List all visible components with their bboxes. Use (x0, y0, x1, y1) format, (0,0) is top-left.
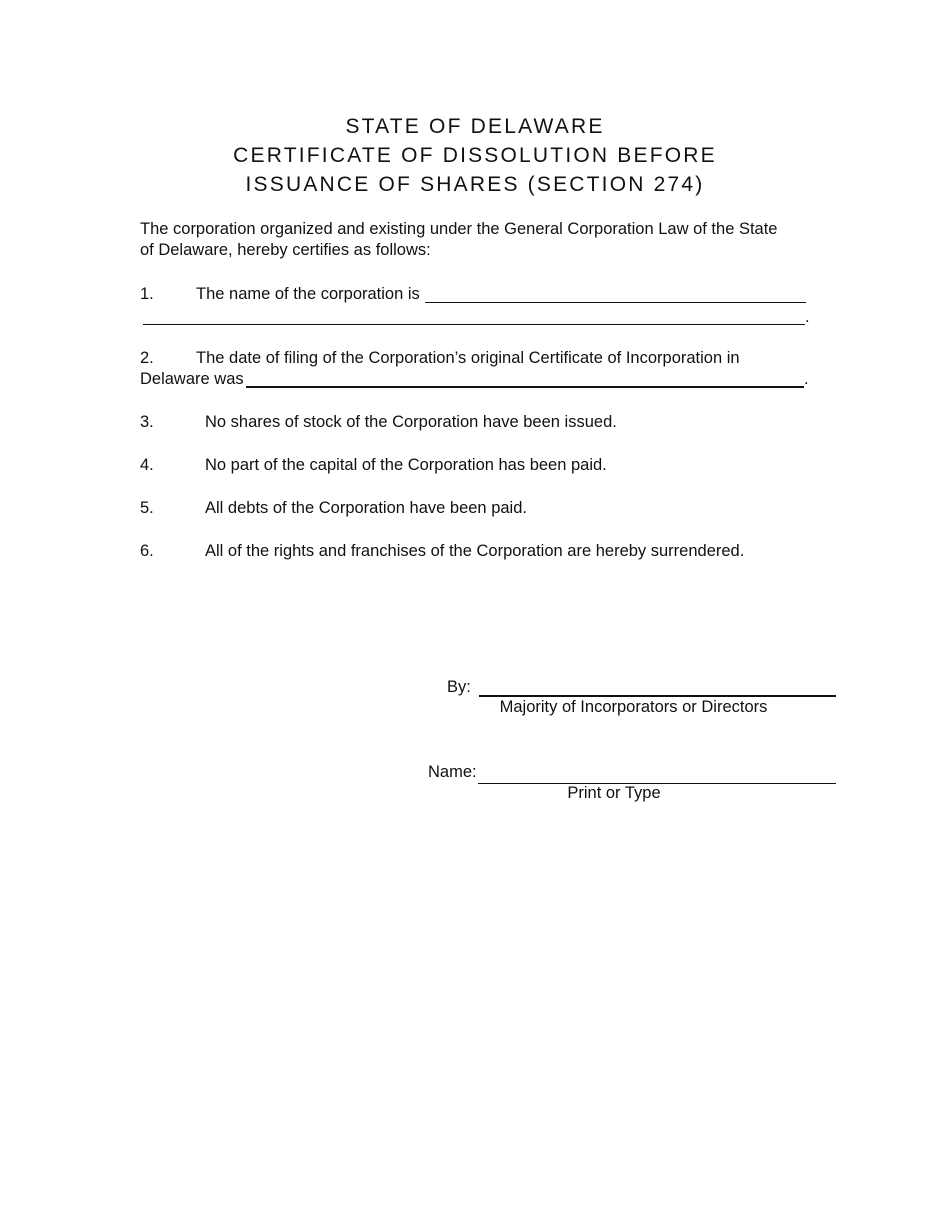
intro-line-2: of Delaware, hereby certifies as follows: (140, 241, 431, 259)
item-2-text-line-2: Delaware was (140, 370, 244, 388)
item-1-text: The name of the corporation is (196, 285, 420, 303)
item-2-number: 2. (140, 349, 154, 367)
item-3-text: No shares of stock of the Corporation have been issued. (205, 413, 617, 431)
item-2-period: . (804, 370, 809, 388)
item-6-text: All of the rights and franchises of the Corporation are hereby surrendered. (205, 542, 745, 560)
filing-date-field-line[interactable] (246, 386, 804, 388)
document-title (0, 112, 950, 199)
intro-line-1: The corporation organized and existing under the General Corporation Law of the State (140, 220, 778, 238)
by-label: By: (447, 678, 471, 696)
title-section: ISSUANCE OF SHARES (SECTION 274) (245, 173, 705, 196)
item-5-number: 5. (140, 499, 154, 517)
item-5-text: All debts of the Corporation have been paid. (205, 499, 527, 517)
corporation-name-field-line-2[interactable] (143, 324, 805, 325)
name-caption: Print or Type (567, 784, 661, 802)
corporation-name-field-line-1[interactable] (425, 302, 806, 303)
title-certificate: CERTIFICATE OF DISSOLUTION BEFORE (233, 144, 717, 167)
item-1-period: . (805, 308, 810, 326)
item-4-number: 4. (140, 456, 154, 474)
title-state: STATE OF DELAWARE (345, 115, 605, 138)
item-2-text-line-1: The date of filing of the Corporation’s original Certificate of Incorporation in (196, 349, 740, 367)
item-1-number: 1. (140, 285, 154, 303)
item-3-number: 3. (140, 413, 154, 431)
item-6-number: 6. (140, 542, 154, 560)
signature-caption: Majority of Incorporators or Directors (499, 698, 768, 716)
item-4-text: No part of the capital of the Corporation has been paid. (205, 456, 607, 474)
name-label: Name: (428, 763, 477, 781)
